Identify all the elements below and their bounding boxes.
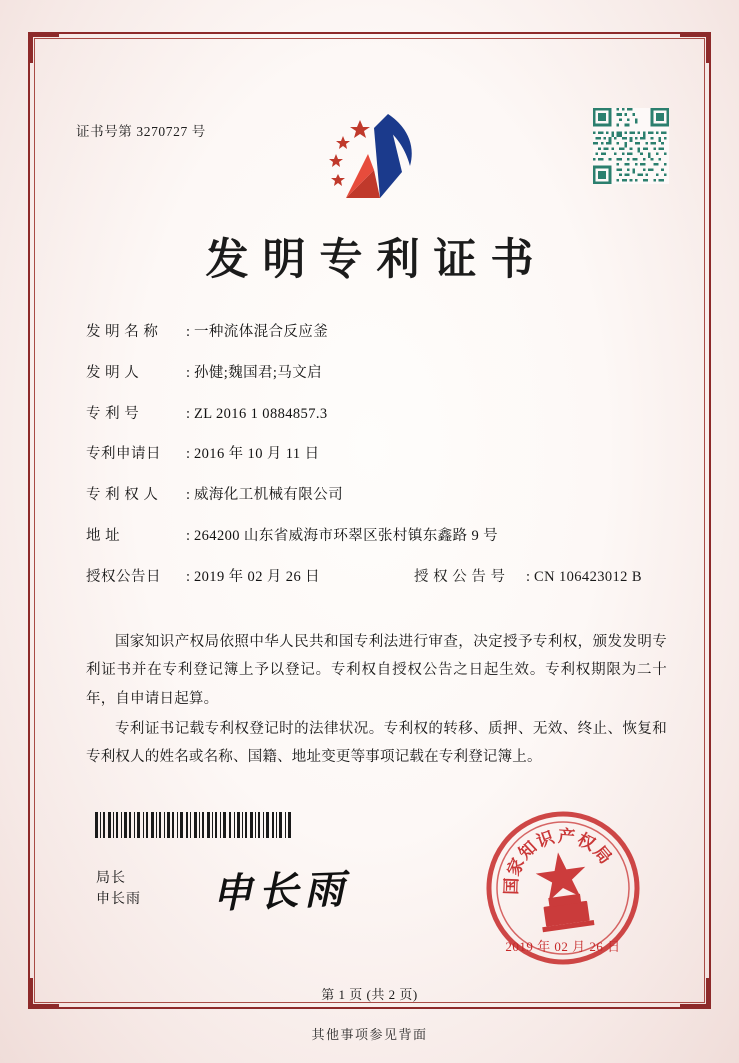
field-value: ZL 2016 1 0884857.3 [194,405,328,422]
svg-text:产: 产 [557,826,576,848]
field-row-inventors [86,363,669,383]
seal-date: 2019 年 02 月 26 日 [505,939,621,954]
field-colon: : [185,324,191,340]
signature-block [96,868,141,910]
legal-paragraph-2: 专利证书记载专利权登记时的法律状况。专利权的转移、质押、无效、终止、恢复和专利权人的姓名或名称、国籍、地址变更等事项记载在专利登记簿上。 [86,720,667,766]
field-label: 发 明 人 [86,364,140,381]
page-number: 第 1 页 (共 2 页) [321,987,418,1002]
legal-text-block [86,628,667,773]
field-colon: : [525,568,531,585]
field-label: 发 明 名 称 [86,324,159,340]
svg-text:局: 局 [588,842,616,869]
field-row-address [86,526,669,546]
field-label-grant-date: 授权公告日 [86,568,161,585]
qr-code-icon [593,108,669,184]
field-row-patentee [86,485,669,505]
page-title: 发明专利证书 [205,235,548,285]
field-colon: : [185,364,191,381]
certificate-number: 证书号第 3270727 号 [76,124,206,139]
svg-text:权: 权 [574,829,599,856]
field-label-grant-number: 授 权 公 告 号 [414,568,506,585]
legal-paragraph-1: 国家知识产权局依照中华人民共和国专利法进行审查，决定授予专利权，颁发发明专利证书并在专利登记簿上予以登记。专利权自授权公告之日起生效。专利权期限为二十年，自申请日起算。 [86,634,667,707]
border-corner-top-right [680,32,711,63]
field-value: 孙健;魏国君;马文启 [194,364,323,381]
field-value-grant-date: 2019 年 02 月 26 日 [194,568,321,585]
field-row-patent-number [86,404,669,424]
field-colon: : [185,487,191,504]
field-label: 专 利 号 [86,405,140,422]
field-colon: : [185,527,191,544]
field-label: 专 利 权 人 [86,487,159,504]
field-row-invention-name [86,322,669,342]
barcode-icon [95,812,291,838]
signature-title: 局长 [96,871,126,886]
svg-text:识: 识 [534,827,557,853]
field-colon: : [185,568,191,585]
svg-text:家: 家 [503,855,530,880]
field-row-grant-publication [86,567,669,587]
field-colon: : [185,405,191,422]
field-colon: : [185,446,191,463]
field-value: 264200 山东省威海市环翠区张村镇东鑫路 9 号 [194,527,499,544]
field-label: 地 址 [86,527,121,544]
field-row-application-date [86,444,669,464]
field-value: 威海化工机械有限公司 [194,487,343,504]
field-label: 专利申请日 [86,446,161,463]
border-corner-top-left [28,32,59,63]
signature-name: 申长雨 [96,892,141,907]
certificate-fields [86,322,669,608]
footer-note: 其他事项参见背面 [311,1027,428,1042]
field-value: 一种流体混合反应釜 [194,324,329,340]
svg-text:知: 知 [515,837,542,864]
field-value-grant-number: CN 106423012 B [534,568,642,585]
handwritten-signature: 申长雨 [211,865,351,918]
cnipa-logo-icon [310,110,430,202]
field-value: 2016 年 10 月 11 日 [194,446,320,463]
svg-text:国: 国 [501,877,523,896]
